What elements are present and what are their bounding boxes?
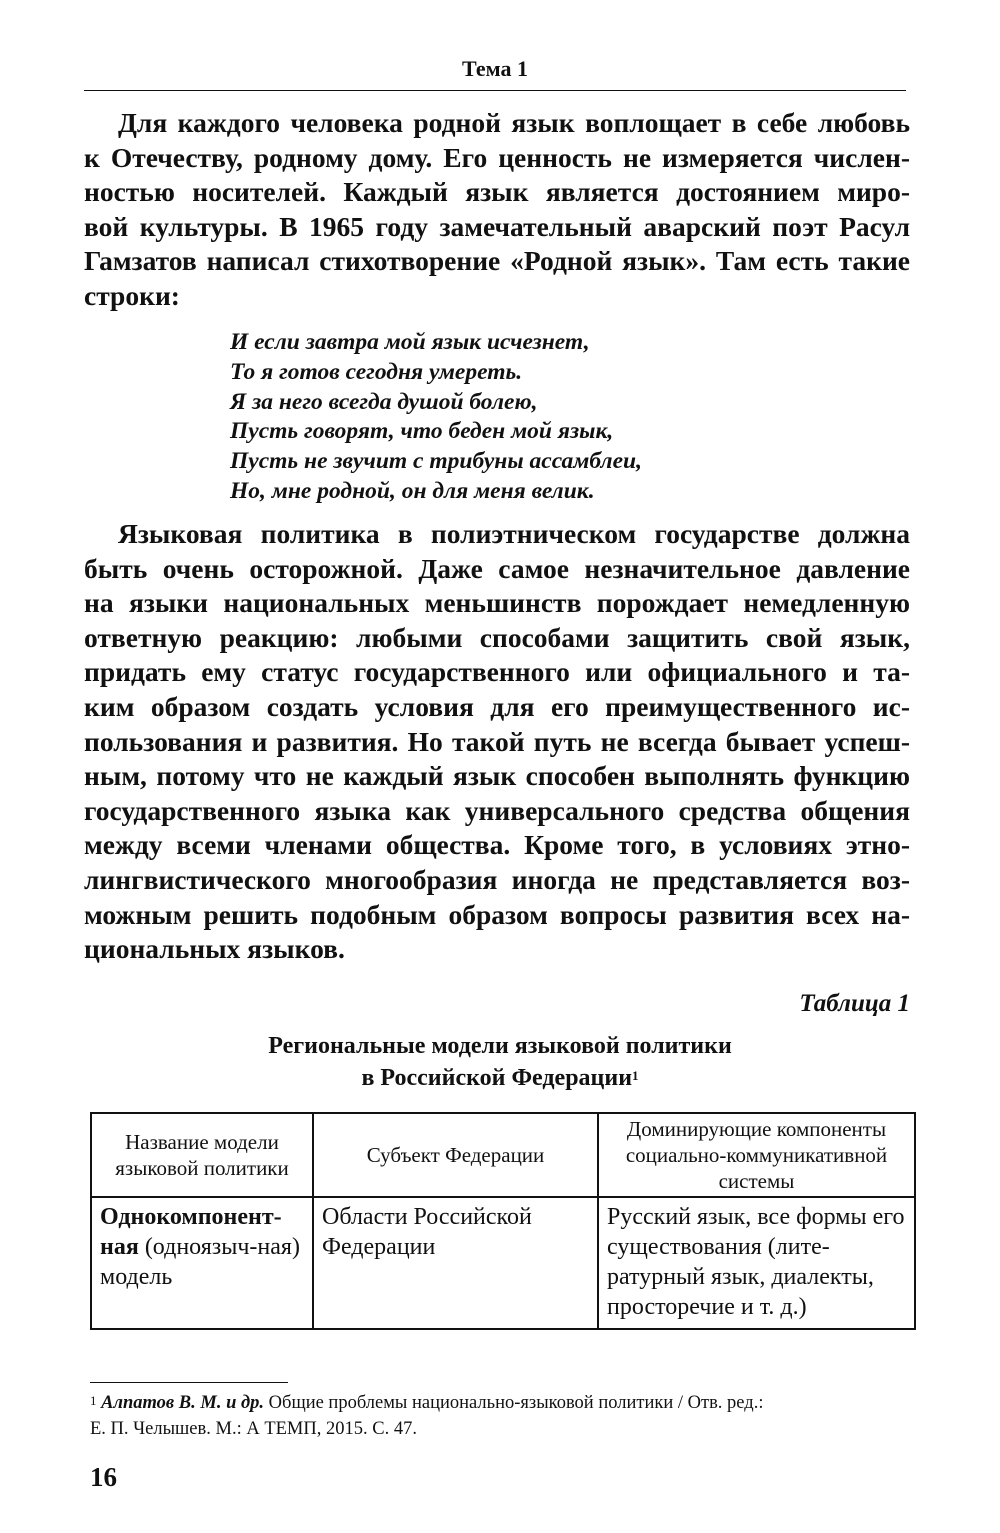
cell-federal-subject: Области Российской Федерации bbox=[313, 1197, 598, 1329]
poem-line: Пусть не звучит с трибуны ассамблеи, bbox=[230, 448, 642, 475]
text-line: лингвистического многообразия иногда не представляется воз- bbox=[84, 863, 910, 895]
footnote-reference[interactable]: 1 bbox=[632, 1068, 639, 1083]
poem-line: И если завтра мой язык исчезнет, bbox=[230, 329, 590, 355]
table-label: Таблица 1 bbox=[799, 990, 910, 1017]
footnote-line bbox=[90, 1390, 916, 1416]
text-line: между всеми членами общества. Кроме того, в условиях этно- bbox=[84, 829, 910, 861]
text-line: ответную реакцию: любыми способами защитить свой язык, bbox=[84, 621, 910, 653]
text-line: ностью носителей. Каждый язык является достоянием миро- bbox=[84, 176, 910, 208]
paragraph-intro bbox=[84, 106, 910, 314]
model-name-rest: (одноязыч-ная) модель bbox=[100, 1234, 300, 1290]
header-federal-subject: Субъект Федерации bbox=[313, 1113, 598, 1197]
poem-line: То я готов сегодня умереть. bbox=[230, 358, 523, 385]
footnote-mark: 1 bbox=[90, 1393, 97, 1408]
footnote-text: Общие проблемы национально-языковой политики / Отв. ред.: bbox=[264, 1393, 764, 1413]
model-name-bold: Однокомпонент-ная bbox=[100, 1204, 282, 1260]
table-header-row bbox=[91, 1113, 915, 1197]
text-line: строки: bbox=[84, 279, 180, 311]
table-title bbox=[84, 1030, 916, 1094]
header-dominant-components: Доминирующие компоненты социально-коммуникативной системы bbox=[598, 1113, 915, 1197]
running-head: Тема 1 bbox=[84, 56, 906, 91]
poem-line: Но, мне родной, он для меня велик. bbox=[230, 477, 595, 504]
text-line: государственного языка как универсального средства общения bbox=[84, 794, 910, 826]
text-line: ным, потому что не каждый язык способен выполнять функцию bbox=[84, 760, 910, 792]
text-line: вой культуры. В 1965 году замечательный аварский поэт Расул bbox=[84, 210, 910, 242]
cell-dominant-components: Русский язык, все формы его существования (лите-ратурный язык, диалекты, просторечие и т. д.) bbox=[598, 1197, 915, 1329]
footnote bbox=[90, 1390, 916, 1442]
footnote-divider bbox=[90, 1382, 288, 1383]
text-line: Языковая политика в полиэтническом государстве должна bbox=[118, 518, 910, 549]
table-title-line: Региональные модели языковой политики bbox=[268, 1033, 732, 1059]
table-title-text: в Российской Федерации bbox=[361, 1065, 633, 1091]
poem-quote bbox=[230, 328, 642, 507]
text-line: Для каждого человека родной язык воплощает в себе любовь bbox=[118, 107, 910, 138]
text-line: пользования и развития. Но такой путь не всегда бывает успеш- bbox=[84, 725, 910, 757]
footnote-author: Алпатов В. М. и др. bbox=[101, 1393, 265, 1413]
paragraph-language-policy bbox=[84, 517, 910, 967]
text-line: быть очень осторожной. Даже самое незначительное давление bbox=[84, 552, 910, 584]
language-policy-table bbox=[90, 1112, 916, 1330]
text-line: циональных языков. bbox=[84, 933, 345, 965]
footnote-line: Е. П. Челышев. М.: А ТЕМП, 2015. С. 47. bbox=[90, 1419, 417, 1439]
header-model-name: Название модели языковой политики bbox=[91, 1113, 313, 1197]
text-line: Гамзатов написал стихотворение «Родной язык». Там есть такие bbox=[84, 245, 910, 277]
poem-line: Пусть говорят, что беден мой язык, bbox=[230, 418, 614, 445]
page-number: 16 bbox=[90, 1462, 117, 1492]
text-line: придать ему статус государственного или официального и та- bbox=[84, 656, 910, 688]
cell-model-name bbox=[91, 1197, 313, 1329]
table-title-line bbox=[84, 1062, 916, 1094]
text-line: к Отечеству, родному дому. Его ценность не измеряется числен- bbox=[84, 141, 910, 173]
poem-line: Я за него всегда душой болею, bbox=[230, 388, 538, 415]
text-line: на языки национальных меньшинств порождает немедленную bbox=[84, 587, 910, 619]
text-line: ким образом создать условия для его преимущественного ис- bbox=[84, 690, 910, 722]
table-row bbox=[91, 1197, 915, 1329]
text-line: можным решить подобным образом вопросы развития всех на- bbox=[84, 898, 910, 930]
